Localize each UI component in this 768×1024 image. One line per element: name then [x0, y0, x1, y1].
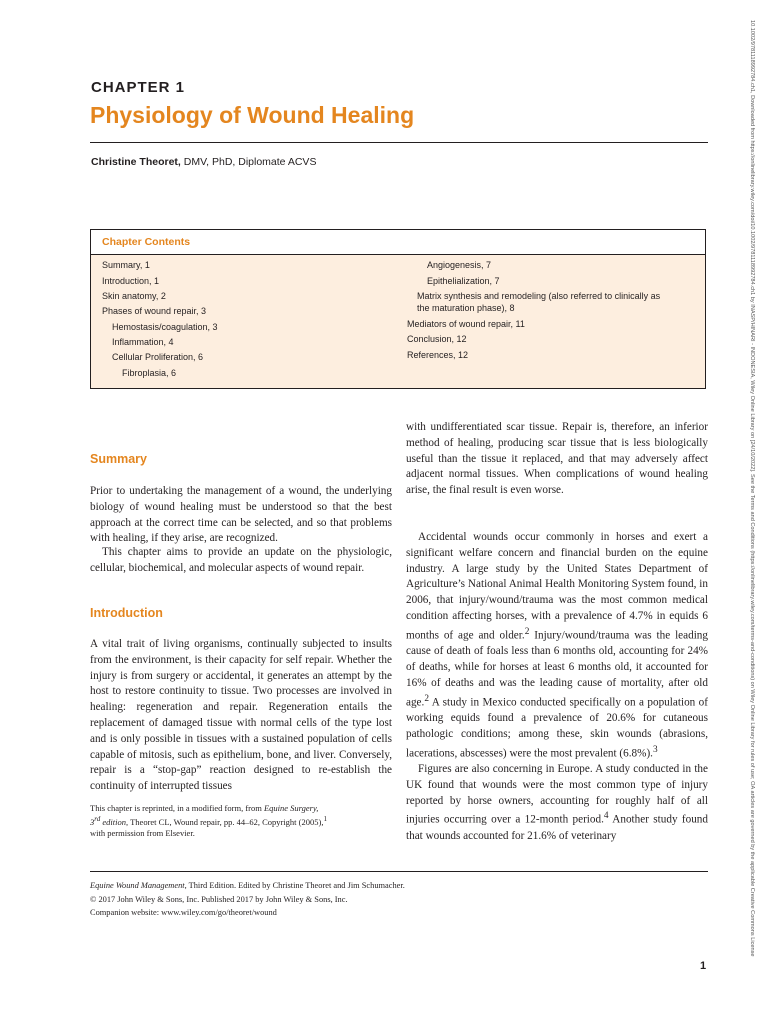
footer-copyright: © 2017 John Wiley & Sons, Inc. Published 2017 by John Wiley & Sons, Inc.	[90, 895, 348, 904]
introduction-heading: Introduction	[90, 606, 163, 620]
summary-paragraph-1: Prior to undertaking the management of a wound, the underlying biology of wound healing must be understood so that the best approach at the correct time can be selected, and so that problems with healing, if they arise, are recognized.	[90, 485, 392, 545]
side-download-text: 10.1002/9781118992784.ch1, Downloaded from https://onlinelibrary.wiley.com/doi/10.1002/9781118992784.ch1 by INASP/HINARI - INDONESIA, Wiley Online Library on [24/10/2022]. See the Terms and Conditions (https://onlinelibrary.wiley.com/terms-and-conditions) on Wiley Online Library for rules of use; OA articles are governed by the applicable Creative Commons License	[749, 20, 755, 957]
footer-book-title: Equine Wound Management	[90, 881, 185, 890]
chapter-contents-box	[90, 229, 706, 389]
chapter-title: Physiology of Wound Healing	[90, 102, 415, 128]
toc-item[interactable]: Phases of wound repair, 3	[102, 306, 207, 316]
author-line	[91, 156, 316, 168]
toc-item[interactable]: Epithelialization, 7	[427, 276, 500, 286]
footer-rule	[90, 871, 708, 872]
toc-item[interactable]: Hemostasis/coagulation, 3	[112, 322, 218, 332]
footer-book-line: Equine Wound Management, Third Edition. Edited by Christine Theoret and Jim Schumacher.	[90, 881, 405, 890]
title-rule	[90, 142, 708, 143]
introduction-paragraph-1: A vital trait of living organisms, continually subjected to insults from the environment, is their capacity for self repair. Whether the injury is from surgery or accidental, it generates an attempt by the host to restore continuity to tissue. Two processes are involved in healing: regeneration and repair. Regeneration entails the replacement of damaged tissue with normal cells of the type lost and is only possible in tissues with a sustained population of cells capable of mitosis, such as epithelium, bone, and liver. Conversely, repair is a “stop-gap” reaction designed to re-establish the continuity of interrupted tissues	[90, 638, 392, 793]
right-paragraph-2: Accidental wounds occur commonly in horses and exert a significant welfare concern and financial burden on the equine industry. A large study by the United States Department of Agriculture’s National Animal Health Monitoring System found, in 2006, that injury/wound/trauma was the most common medical condition affecting horses, with a prevalence of 4.7% in equids 6 months of age and older.$^2$ Injury/wound/trauma was the leading cause of death of foals less than 6 months old, accounting for 24% of deaths, while for horses at least 6 months old, it accounted for 16% of deaths and was the leading cause of mortality, after old age.$^2$ A study in Mexico conducted specifically on a population of working equids found a prevalence of 20.6% for cutaneous pathologic conditions; among these, skin wounds (abrasions, lacerations, abscesses) were the most prevalent (6.8%).$^3$	[406, 531, 708, 760]
toc-item[interactable]: References, 12	[407, 350, 469, 360]
summary-paragraph-2-text: This chapter aims to provide an update on the physiologic, cellular, biochemical, and molecular aspects of wound repair.	[90, 546, 392, 574]
toc-item[interactable]: Angiogenesis, 7	[427, 260, 492, 270]
summary-paragraph-2	[90, 545, 392, 577]
right-paragraph-3: Figures are also concerning in Europe. A study conducted in the UK found that wounds were the most common type of injury reported by horse owners, accounting for roughly half of all injuries occurring over a 12-month period.$^4$ Another study found that wounds accounted for 21.6% of veterinary	[406, 763, 708, 842]
toc-item[interactable]: Cellular Proliferation, 6	[112, 352, 204, 362]
toc-item[interactable]: Inflammation, 4	[112, 337, 174, 347]
toc-item[interactable]: Fibroplasia, 6	[122, 368, 177, 378]
right-paragraph-1: with undifferentiated scar tissue. Repair is, therefore, an inferior method of healing, producing scar tissue that is less biologically useful than the tissue it replaced, and that may adversely affect adjacent normal tissues. When complications of wound healing arise, the final result is even worse.	[406, 421, 708, 497]
toc-item[interactable]: Introduction, 1	[102, 276, 160, 286]
author-name: Christine Theoret,	[91, 156, 181, 168]
toc-item[interactable]: Conclusion, 12	[407, 334, 467, 344]
toc-item-continued: the maturation phase), 8	[417, 303, 515, 313]
side-download-note	[745, 20, 757, 1010]
toc-item[interactable]: Matrix synthesis and remodeling (also referred to clinically as	[417, 291, 661, 301]
toc-item[interactable]: Summary, 1	[102, 260, 150, 270]
toc-item[interactable]: Skin anatomy, 2	[102, 291, 166, 301]
summary-heading: Summary	[90, 452, 147, 466]
chapter-contents-heading: Chapter Contents	[102, 236, 191, 248]
author-credentials: DMV, PhD, Diplomate ACVS	[180, 156, 317, 168]
toc-item[interactable]: Mediators of wound repair, 11	[407, 319, 525, 329]
page-number: 1	[700, 960, 707, 972]
reprint-note: This chapter is reprinted, in a modified form, from Equine Surgery, 3rd edition, Theoret CL, Wound repair, pp. 44–62, Copyright (2005),$^1$ with permission from Elsevier.	[90, 803, 328, 838]
chapter-contents-header	[91, 230, 705, 255]
chapter-label: CHAPTER 1	[91, 79, 186, 96]
footer-companion-website[interactable]: Companion website: www.wiley.com/go/theoret/wound	[90, 908, 277, 917]
